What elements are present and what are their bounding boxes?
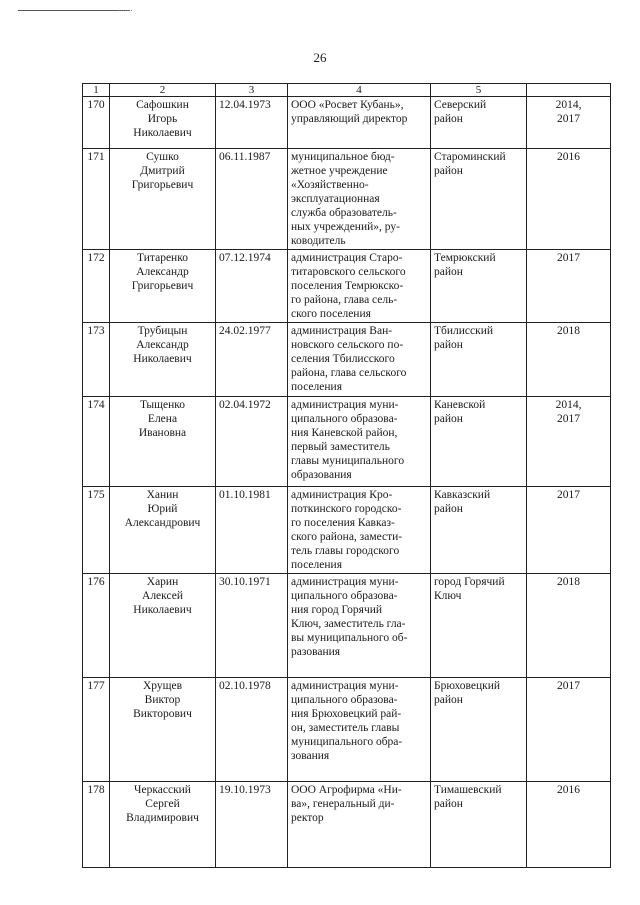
year-cell [527, 397, 611, 487]
full-name-cell [110, 487, 216, 574]
full-name-cell-line: Ивановна [138, 427, 187, 439]
full-name-cell-line: Виктор [144, 694, 181, 706]
full-name-cell [110, 97, 216, 149]
district-cell [431, 397, 527, 487]
district-cell-line: Брюховецкий [434, 680, 501, 692]
full-name-cell [110, 397, 216, 487]
full-name-cell-line: Дмитрий [140, 165, 185, 177]
year-cell [527, 97, 611, 149]
district-cell-line: район [434, 113, 463, 125]
year-cell [527, 323, 611, 397]
full-name-cell-line: Харин [146, 576, 179, 588]
full-name-cell-line: Ханин [146, 489, 179, 501]
table-row [83, 97, 611, 149]
organization-cell [288, 250, 431, 323]
organization-cell-line: муниципального обра- [291, 736, 403, 748]
district-cell-line: район [434, 694, 463, 706]
organization-cell-line: района, глава сельского [291, 367, 407, 379]
row-number-cell: 178 [83, 782, 110, 868]
year-cell [527, 250, 611, 323]
organization-cell-line: ководитель [291, 235, 346, 247]
organization-cell-line: поселения Темрюкско- [291, 280, 404, 292]
row-number-cell: 172 [83, 250, 110, 323]
full-name-cell-line: Тыщенко [139, 399, 186, 411]
row-number-cell: 177 [83, 678, 110, 782]
district-cell [431, 487, 527, 574]
organization-cell-line: поселения [291, 559, 342, 571]
organization-cell-line: тель главы городского [291, 545, 400, 557]
row-number-cell: 170 [83, 97, 110, 149]
organization-cell-line: титаровского сельского [291, 266, 406, 278]
full-name-cell [110, 149, 216, 250]
organization-cell-line: Ключ, заместитель гла- [291, 618, 406, 630]
full-name-cell-line: Сушко [146, 151, 179, 163]
organization-cell-line: служба образователь- [291, 207, 397, 219]
organization-cell [288, 97, 431, 149]
district-cell-line: район [434, 266, 463, 278]
organization-cell-line: первый заместитель [291, 441, 390, 453]
row-number-cell: 171 [83, 149, 110, 250]
birth-date-cell: 19.10.1973 [216, 782, 288, 868]
full-name-cell-line: Сергей [145, 798, 180, 810]
birth-date-cell: 02.10.1978 [216, 678, 288, 782]
column-header-2: 2 [110, 84, 216, 97]
organization-cell-line: ООО «Росвет Кубань», [291, 99, 404, 111]
birth-date-cell: 02.04.1972 [216, 397, 288, 487]
organization-cell-line: ского поселения [291, 308, 371, 320]
organization-cell-line: разования [291, 646, 341, 658]
row-number-cell: 175 [83, 487, 110, 574]
organization-cell-line: ципального образова- [291, 590, 398, 602]
full-name-cell-line: Хрущев [142, 680, 183, 692]
year-cell-line: 2017 [557, 489, 580, 501]
full-name-cell [110, 250, 216, 323]
organization-cell-line: ва», генеральный ди- [291, 798, 395, 810]
district-cell-line: Темрюкский [434, 252, 496, 264]
full-name-cell-line: Александрович [124, 517, 201, 529]
organization-cell-line: «Хозяйственно- [291, 179, 369, 191]
district-cell [431, 574, 527, 678]
year-cell-line: 2014, [555, 399, 582, 411]
table-row [83, 782, 611, 868]
table-row [83, 323, 611, 397]
organization-cell-line: ния город Горячий [291, 604, 383, 616]
district-cell [431, 678, 527, 782]
district-cell [431, 323, 527, 397]
district-cell-line: район [434, 339, 463, 351]
district-cell-line: район [434, 503, 463, 515]
birth-date-cell: 30.10.1971 [216, 574, 288, 678]
district-cell [431, 97, 527, 149]
district-cell-line: Староминский [434, 151, 506, 163]
full-name-cell-line: Черкасский [134, 784, 191, 796]
birth-date-cell: 07.12.1974 [216, 250, 288, 323]
organization-cell-line: ректор [291, 812, 324, 824]
table-row [83, 487, 611, 574]
organization-cell-line: ных учреждений», ру- [291, 221, 400, 233]
organization-cell [288, 782, 431, 868]
row-number-cell: 176 [83, 574, 110, 678]
organization-cell [288, 574, 431, 678]
organization-cell-line: администрация Ван- [291, 325, 393, 337]
birth-date-cell: 24.02.1977 [216, 323, 288, 397]
full-name-cell-line: Григорьевич [131, 179, 194, 191]
organization-cell-line: го района, глава сель- [291, 294, 398, 306]
organization-cell-line: поселения [291, 381, 342, 393]
full-name-cell-line: Николаевич [133, 604, 192, 616]
birth-date-cell: 06.11.1987 [216, 149, 288, 250]
full-name-cell-line: Игорь [147, 113, 178, 125]
organization-cell-line: новского сельского по- [291, 339, 404, 351]
year-cell [527, 574, 611, 678]
year-cell-line: 2016 [557, 784, 580, 796]
district-cell [431, 149, 527, 250]
district-cell-line: город Горячий [434, 576, 505, 588]
organization-cell-line: ния Брюховецкий рай- [291, 708, 402, 720]
organization-cell-line: главы муниципального [291, 455, 405, 467]
birth-date-cell: 12.04.1973 [216, 97, 288, 149]
organization-cell-line: го поселения Кавказ- [291, 517, 395, 529]
organization-cell-line: поткинского городско- [291, 503, 402, 515]
birth-date-cell: 01.10.1981 [216, 487, 288, 574]
full-name-cell-line: Владимирович [126, 812, 199, 824]
district-cell-line: район [434, 413, 463, 425]
organization-cell-line: ского района, замести- [291, 531, 403, 543]
organization-cell-line: администрация Старо- [291, 252, 403, 264]
full-name-cell-line: Алексей [142, 590, 183, 602]
organization-cell-line: администрация муни- [291, 576, 399, 588]
table-row [83, 250, 611, 323]
year-cell-line: 2014, [555, 99, 582, 111]
district-cell-line: Каневской [434, 399, 486, 411]
organization-cell-line: ципального образова- [291, 413, 398, 425]
year-cell-line: 2017 [557, 252, 580, 264]
year-cell-line: 2018 [557, 325, 580, 337]
year-cell-line: 2016 [557, 151, 580, 163]
personnel-table [82, 83, 611, 868]
row-number-cell: 174 [83, 397, 110, 487]
column-header-4: 4 [288, 84, 431, 97]
table-row [83, 574, 611, 678]
full-name-cell-line: Викторович [133, 708, 192, 720]
organization-cell-line: администрация Кро- [291, 489, 393, 501]
district-cell [431, 782, 527, 868]
table-row [83, 397, 611, 487]
year-cell-line: 2017 [557, 413, 580, 425]
year-cell-line: 2017 [557, 680, 580, 692]
column-header-1: 1 [83, 84, 110, 97]
column-header-6 [527, 84, 611, 97]
full-name-cell [110, 323, 216, 397]
organization-cell [288, 678, 431, 782]
column-header-3: 3 [216, 84, 288, 97]
row-number-cell: 173 [83, 323, 110, 397]
organization-cell-line: управляющий директор [291, 113, 408, 125]
district-cell-line: Ключ [434, 590, 462, 602]
district-cell-line: район [434, 798, 463, 810]
year-cell [527, 149, 611, 250]
organization-cell [288, 149, 431, 250]
full-name-cell-line: Елена [147, 413, 178, 425]
full-name-cell [110, 678, 216, 782]
full-name-cell [110, 782, 216, 868]
organization-cell-line: зования [291, 750, 330, 762]
organization-cell-line: образования [291, 469, 352, 481]
organization-cell-line: селения Тбилисского [291, 353, 395, 365]
year-cell [527, 678, 611, 782]
district-cell-line: Тбилисский [434, 325, 494, 337]
table-row [83, 149, 611, 250]
organization-cell [288, 323, 431, 397]
organization-cell-line: жетное учреждение [291, 165, 388, 177]
year-cell [527, 782, 611, 868]
header-rule-dotted [118, 10, 132, 12]
district-cell-line: Северский [434, 99, 487, 111]
header-rule [18, 10, 130, 11]
year-cell-line: 2017 [557, 113, 580, 125]
year-cell-line: 2018 [557, 576, 580, 588]
full-name-cell [110, 574, 216, 678]
full-name-cell-line: Трубицын [137, 325, 188, 337]
full-name-cell-line: Николаевич [133, 127, 192, 139]
full-name-cell-line: Юрий [147, 503, 178, 515]
district-cell [431, 250, 527, 323]
column-header-5: 5 [431, 84, 527, 97]
district-cell-line: Тимашевский [434, 784, 502, 796]
year-cell [527, 487, 611, 574]
organization-cell [288, 397, 431, 487]
full-name-cell-line: Александр [136, 339, 189, 351]
organization-cell-line: ния Каневской район, [291, 427, 398, 439]
organization-cell-line: администрация муни- [291, 399, 399, 411]
organization-cell-line: ципального образова- [291, 694, 398, 706]
full-name-cell-line: Александр [136, 266, 189, 278]
full-name-cell-line: Григорьевич [131, 280, 194, 292]
full-name-cell-line: Титаренко [137, 252, 188, 264]
organization-cell-line: вы муниципального об- [291, 632, 408, 644]
full-name-cell-line: Николаевич [133, 353, 192, 365]
district-cell-line: район [434, 165, 463, 177]
page-number: 26 [313, 50, 327, 65]
district-cell-line: Кавказский [434, 489, 491, 501]
table-row [83, 678, 611, 782]
organization-cell-line: он, заместитель главы [291, 722, 400, 734]
organization-cell-line: ООО Агрофирма «Ни- [291, 784, 402, 796]
organization-cell-line: муниципальное бюд- [291, 151, 395, 163]
organization-cell [288, 487, 431, 574]
full-name-cell-line: Сафошкин [136, 99, 189, 111]
organization-cell-line: эксплуатационная [291, 193, 380, 205]
organization-cell-line: администрация муни- [291, 680, 399, 692]
column-number-row [83, 84, 611, 97]
